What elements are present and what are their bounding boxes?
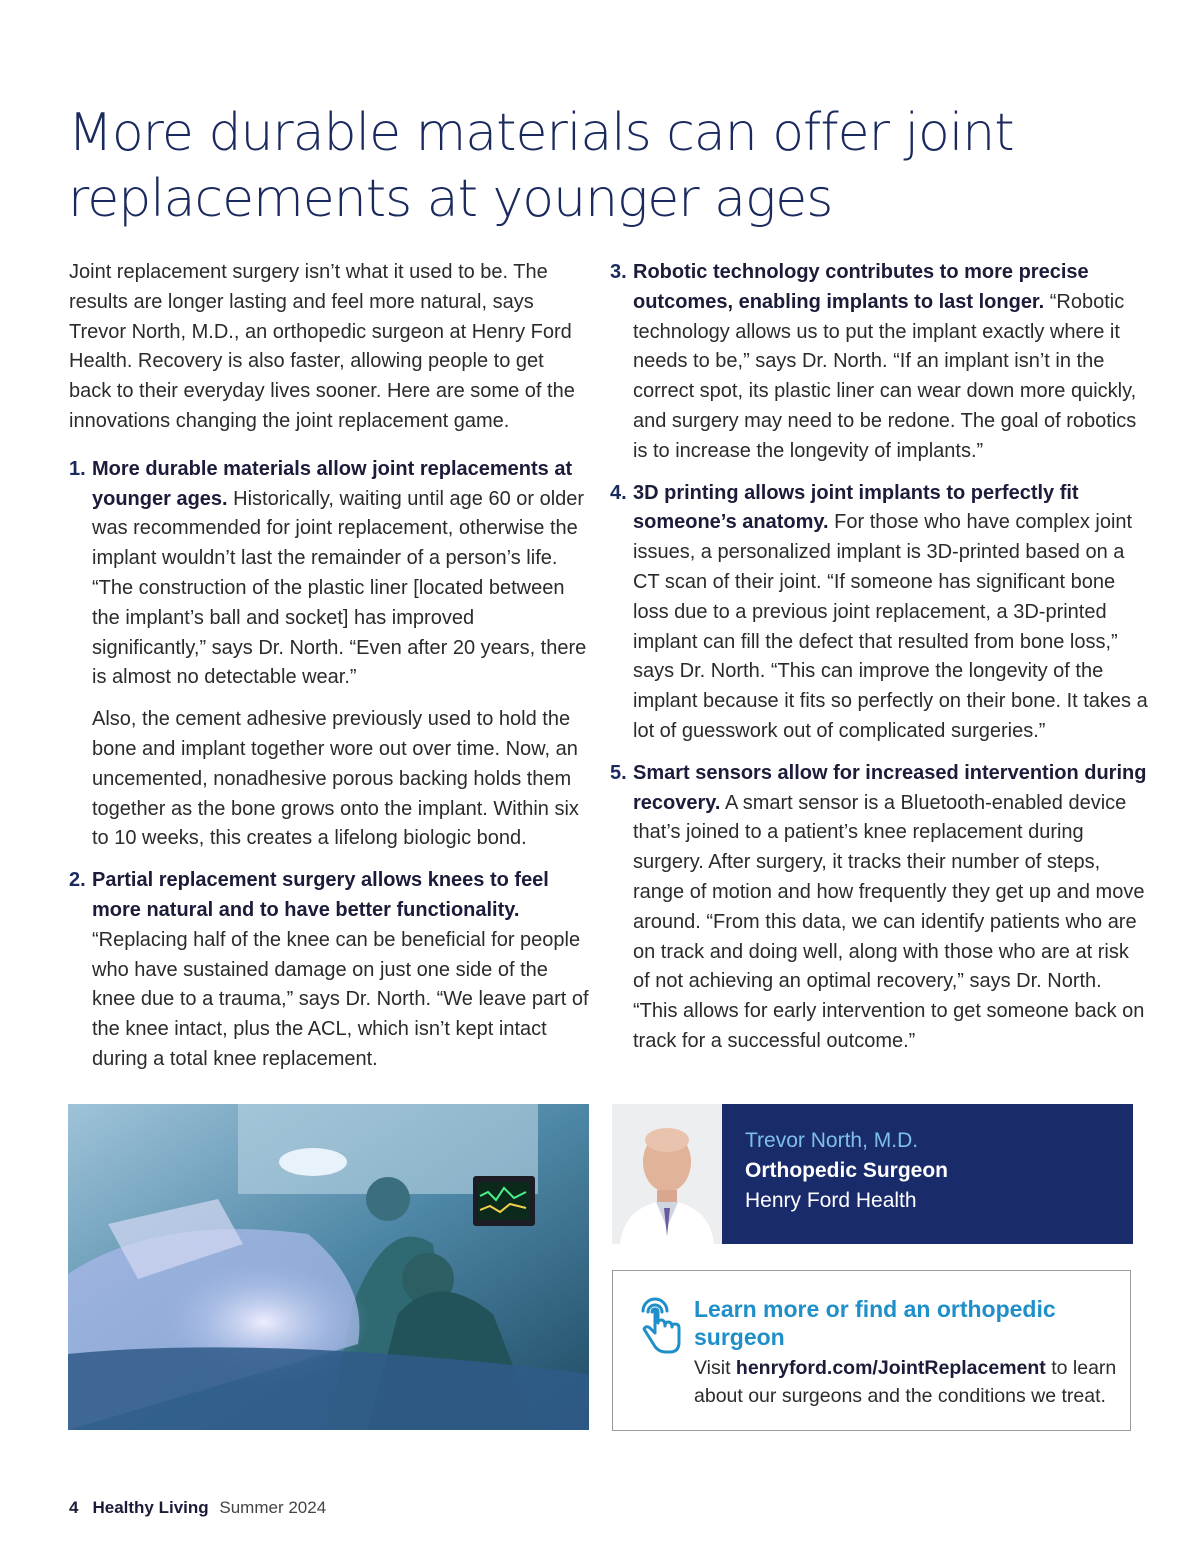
learn-more-prefix: Visit xyxy=(694,1357,736,1379)
list-item-2 xyxy=(69,866,589,1075)
doctor-name: Trevor North, M.D. xyxy=(745,1129,919,1152)
item-number: 5. xyxy=(610,761,627,784)
item-lead: Robotic technology contributes to more precise outcomes, enabling implants to last longer. xyxy=(633,261,1089,313)
learn-more-suffix: to learn about our surgeons and the conditions we treat. xyxy=(694,1357,1117,1407)
surgery-photo-illustration xyxy=(68,1104,589,1430)
page-number: 4 xyxy=(69,1498,79,1517)
right-column xyxy=(610,258,1150,1069)
page-footer xyxy=(69,1496,326,1520)
list-item-1 xyxy=(69,455,589,854)
issue-label: Summer 2024 xyxy=(219,1498,327,1517)
item-extra-paragraph: Also, the cement adhesive previously used to hold the bone and implant together wore out over time. Now, an uncemented, nonadhesive porous backing holds them together as the bone grows onto the implant. Within six to 10 weeks, this creates a lifelong biologic bond. xyxy=(92,708,579,850)
item-text xyxy=(633,258,1150,467)
item-text xyxy=(92,866,589,1075)
hand-pointer-icon xyxy=(637,1297,683,1357)
left-column xyxy=(69,258,589,1087)
item-text xyxy=(92,455,589,693)
item-lead: More durable materials allow joint replacements at younger ages. xyxy=(92,457,573,510)
item-body: A smart sensor is a Bluetooth-enabled device that’s joined to a patient’s knee replacement during surgery. After surgery, it tracks their number of steps, range of motion and how frequently they get up and move around. “From this data, we can identify patients who are on track and doing well, along with those who are at risk of not achieving an optimal recovery,” says Dr. North. “This allows for early intervention to get someone back on track for a successful outcome.” xyxy=(633,791,1145,1052)
item-text xyxy=(633,759,1150,1057)
item-lead: Smart sensors allow for increased intervention during recovery. xyxy=(633,761,1147,814)
list-item-4 xyxy=(610,479,1150,747)
intro-paragraph: Joint replacement surgery isn’t what it used to be. The results are longer lasting and feel more natural, says Trevor North, M.D., an orthopedic surgeon at Henry Ford Health. Recovery is also faster, allowing people to get back to their everyday lives sooner. Here are some of the innovations changing the joint replacement game. xyxy=(69,261,575,432)
doctor-headshot xyxy=(612,1104,722,1244)
magazine-name: Healthy Living xyxy=(92,1498,209,1517)
author-bio-card xyxy=(612,1104,1133,1244)
item-body: Historically, waiting until age 60 or older was recommended for joint replacement, otherwise the implant wouldn’t last the remainder of a person’s life. “The construction of the plastic liner [located between the implant’s ball and socket] has improved significantly,” says Dr. North. “Even after 20 years, there is almost no detectable wear.” xyxy=(92,487,587,689)
list-item-5 xyxy=(610,759,1150,1057)
list-item-3 xyxy=(610,258,1150,467)
learn-more-heading: Learn more or find an orthopedic surgeon xyxy=(694,1296,1056,1350)
bio-text xyxy=(745,1126,948,1216)
learn-more-body xyxy=(694,1354,1124,1410)
item-number: 1. xyxy=(69,457,86,480)
surgery-photo xyxy=(68,1104,589,1430)
item-lead: Partial replacement surgery allows knees to feel more natural and to have better functionality. xyxy=(92,869,549,921)
item-number: 3. xyxy=(610,261,627,283)
item-number: 4. xyxy=(610,481,627,504)
learn-more-box xyxy=(612,1270,1131,1431)
item-text xyxy=(633,479,1150,747)
article-title: More durable materials can offer joint replacements at younger ages xyxy=(68,103,1014,229)
item-body: “Replacing half of the knee can be beneficial for people who have sustained damage on just one side of the knee due to a trauma,” says Dr. North. “We leave part of the knee intact, plus the ACL, which isn’t kept intact during a total knee replacement. xyxy=(92,928,589,1070)
doctor-portrait-icon xyxy=(612,1104,722,1244)
item-body: For those who have complex joint issues, a personalized implant is 3D-printed based on a CT scan of their joint. “If someone has significant bone loss due to a previous joint replacement, a 3D-printed implant can fill the defect that resulted from bone loss,” says Dr. North. “This can improve the longevity of the implant because it fits so perfectly on their bone. It takes a lot of guesswork out of complicated surgeries.” xyxy=(633,511,1148,742)
item-lead: 3D printing allows joint implants to perfectly fit someone’s anatomy. xyxy=(633,481,1079,534)
item-body: “Robotic technology allows us to put the implant exactly where it needs to be,” says Dr. North. “If an implant isn’t in the correct spot, its plastic liner can wear down more quickly, and surgery may need to be redone. The goal of robotics is to increase the longevity of implants.” xyxy=(633,290,1137,462)
learn-more-link[interactable]: henryford.com/JointReplacement xyxy=(735,1357,1046,1379)
doctor-title: Orthopedic Surgeon xyxy=(745,1159,949,1182)
doctor-organization: Henry Ford Health xyxy=(745,1189,917,1212)
item-number: 2. xyxy=(69,869,86,892)
